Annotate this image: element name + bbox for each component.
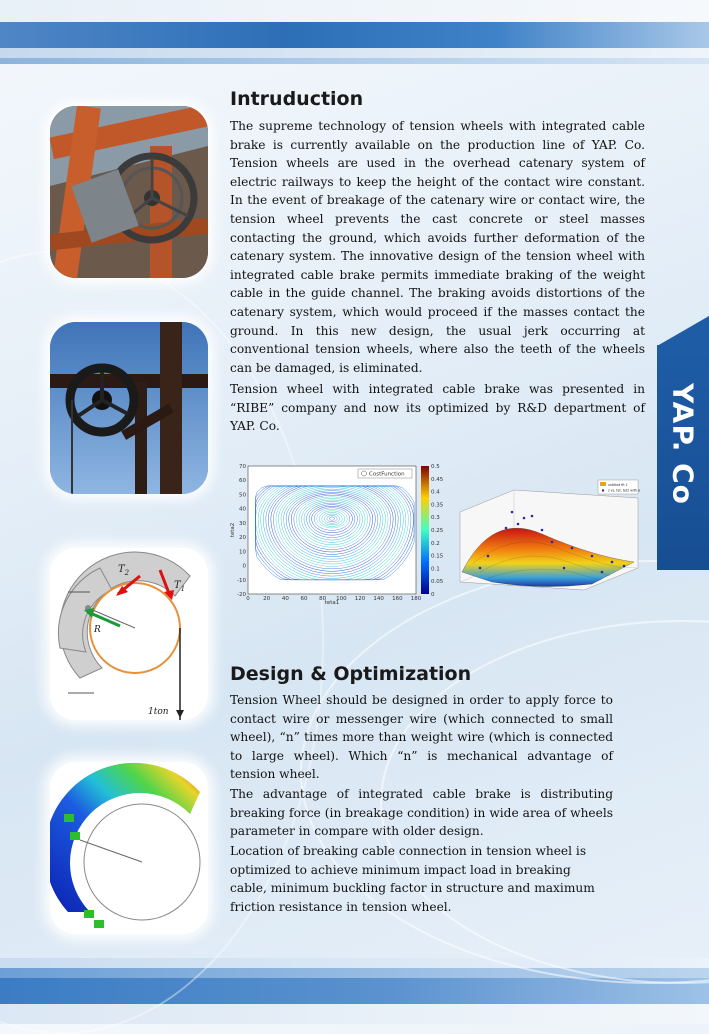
contour-chart	[228, 460, 448, 606]
stress-analysis-image	[50, 762, 208, 934]
colorbar-tick: 0.1	[431, 566, 440, 573]
colorbar-tick: 0.25	[431, 528, 444, 534]
photo-tension-wheel-structure	[50, 106, 208, 278]
contour-x-tick: 140	[373, 596, 384, 602]
surface-legend-data: z vs. tet, tet2 with w	[608, 488, 640, 493]
colorbar-tick: 0.05	[431, 579, 444, 586]
design-paragraph-1: Tension Wheel should be designed in order to apply force to contact wire or messenger wire (which connected to small wheel), “n” times more than weight wire (which is connected to large wheel). Which “n” is mechanical advantage of tension wheel.	[230, 693, 613, 782]
header-band	[0, 22, 709, 48]
surface-legend-fit: untitled fit 1	[608, 483, 628, 487]
contour-x-tick: 180	[410, 596, 422, 602]
contour-legend-label: CostFunction	[369, 471, 405, 478]
contour-y-tick: 20	[239, 535, 246, 542]
header-band-light	[0, 0, 709, 22]
radius-label: R	[94, 625, 101, 635]
contour-y-tick: 60	[239, 478, 246, 485]
tension-label-t2: $T_2$	[118, 564, 130, 577]
force-diagram	[50, 548, 208, 720]
intro-title: Intruduction	[230, 88, 364, 110]
colorbar-tick: 0.2	[431, 540, 440, 547]
colorbar-tick: 0.4	[431, 489, 440, 496]
contour-x-tick: 40	[281, 596, 289, 602]
intro-paragraph-1: The supreme technology of tension wheels with integrated cable brake is currently available on the production line of YAP. Co. Tension wheels are used in the overhead catenary system of electric railways to keep the height of the contact wire constant. In the event of breakage of the catenary wire or contact wire, the tension wheel prevents the cast concrete or steel masses contacting the ground, which avoids further deformation of the catenary system. The innovative design of the tension wheel with integrated cable brake permits immediate braking of the weight cable in the guide channel. The braking avoids distortions of the catenary system, which would proceed if the masses contact the ground. In this new design, the usual jerk occurring at conventional tension wheels, where also the teeth of the wheels can be damaged, is eliminated.	[230, 119, 645, 375]
tension-label-t1: $T_1$	[174, 580, 186, 593]
contour-y-tick: 30	[239, 520, 246, 527]
contour-y-tick: 10	[239, 549, 246, 556]
contour-y-tick: -20	[237, 592, 246, 598]
colorbar-tick: 0.35	[431, 502, 444, 509]
contour-x-tick: 0	[246, 596, 250, 602]
side-tab-label: YAP. Co	[666, 383, 700, 505]
photo-tension-wheel-sky	[50, 322, 208, 494]
colorbar	[421, 466, 429, 594]
colorbar-tick: 0.3	[431, 515, 440, 522]
colorbar-tick: 0.45	[431, 476, 444, 483]
colorbar-tick: 0	[431, 592, 435, 598]
contour-x-tick: 80	[319, 596, 327, 602]
surface-chart	[452, 472, 640, 604]
contour-x-tick: 160	[392, 596, 403, 602]
contour-y-tick: 40	[239, 506, 246, 513]
contour-y-tick: 50	[239, 492, 246, 499]
header-band-pale	[0, 48, 709, 58]
contour-y-tick: 0	[242, 563, 246, 570]
header-band-accent	[0, 58, 709, 64]
contour-x-tick: 20	[263, 596, 271, 602]
design-paragraph-3: Location of breaking cable connection in tension wheel is optimized to achieve minimum impact load in breaking cable, minimum buckling factor in structure and maximum friction resistance in tension wheel.	[230, 844, 595, 914]
load-label: 1ton	[148, 707, 169, 717]
contour-x-tick: 60	[300, 596, 308, 602]
intro-paragraph-2: Tension wheel with integrated cable brake was presented in “RIBE” company and now its optimized by R&D department of YAP. Co.	[230, 382, 645, 434]
contour-x-tick: 120	[354, 596, 366, 602]
design-title: Design & Optimization	[230, 663, 472, 685]
contour-xlabel: teta1	[324, 600, 340, 606]
contour-ylabel: teta2	[230, 522, 236, 538]
contour-y-tick: -10	[237, 577, 246, 584]
contour-x-tick: 100	[336, 596, 347, 602]
colorbar-tick: 0.15	[431, 553, 444, 560]
colorbar-tick: 0.5	[431, 464, 440, 470]
design-paragraph-2: The advantage of integrated cable brake is distributing breaking force (in breakage condition) in wide area of wheels parameter in compare with older design.	[230, 787, 613, 839]
contour-y-tick: 70	[239, 464, 246, 470]
